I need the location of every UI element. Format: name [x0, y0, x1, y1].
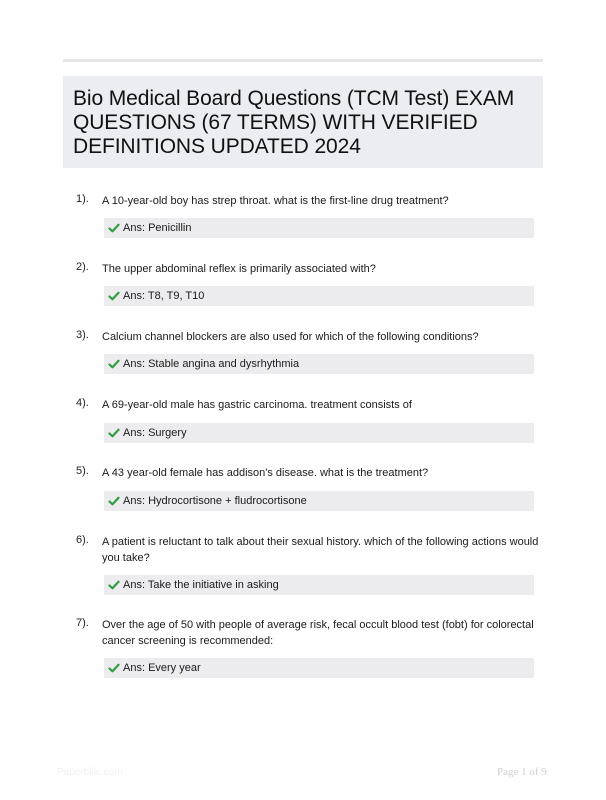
answer-box: [104, 218, 534, 238]
question-line: A patient is reluctant to talk about their sexual history. which of the following actions would: [102, 536, 539, 548]
question-text: [102, 534, 542, 566]
answer-box: [104, 491, 534, 511]
title-line: DEFINITIONS UPDATED 2024: [73, 135, 361, 158]
question-text: [102, 465, 542, 481]
question-number: 4).: [76, 397, 89, 409]
answer-box: [104, 423, 534, 443]
check-icon: [108, 662, 120, 674]
answer-text: Ans: Hydrocortisone + fludrocortisone: [123, 495, 307, 507]
check-icon: [108, 222, 120, 234]
check-icon: [108, 358, 120, 370]
question-number: 2).: [76, 261, 89, 273]
answer-box: [104, 286, 534, 306]
question-text: [102, 397, 542, 413]
question-line: cancer screening is recommended:: [102, 635, 274, 647]
question-text: [102, 617, 542, 649]
document-title: [73, 87, 535, 159]
question-number: 3).: [76, 329, 89, 341]
question-line: Over the age of 50 with people of average risk, fecal occult blood test (fobt) for colorectal: [102, 619, 534, 631]
question-line: you take?: [102, 552, 150, 564]
page-indicator: Page 1 of 9: [497, 766, 547, 778]
question-number: 5).: [76, 465, 89, 477]
question-number: 1).: [76, 193, 89, 205]
question-line: The upper abdominal reflex is primarily associated with?: [102, 263, 376, 275]
question-line: A 10-year-old boy has strep throat. what is the first-line drug treatment?: [102, 195, 449, 207]
check-icon: [108, 290, 120, 302]
title-line: Bio Medical Board Questions (TCM Test) EXAM: [73, 87, 515, 110]
answer-box: [104, 575, 534, 595]
question-number: 7).: [76, 617, 89, 629]
top-divider: [63, 59, 543, 62]
question-number: 6).: [76, 534, 89, 546]
question-text: [102, 329, 542, 345]
check-icon: [108, 495, 120, 507]
answer-text: Ans: T8, T9, T10: [123, 290, 205, 302]
question-line: A 69-year-old male has gastric carcinoma. treatment consists of: [102, 399, 412, 411]
question-text: [102, 193, 542, 209]
answer-text: Ans: Penicillin: [123, 222, 192, 234]
question-line: Calcium channel blockers are also used for which of the following conditions?: [102, 331, 479, 343]
answer-box: [104, 354, 534, 374]
check-icon: [108, 579, 120, 591]
footer-watermark: Paperbliic.com: [57, 767, 123, 778]
question-text: [102, 261, 542, 277]
answer-text: Ans: Stable angina and dysrhythmia: [123, 358, 300, 370]
question-line: A 43 year-old female has addison's disease. what is the treatment?: [102, 467, 429, 479]
answer-box: [104, 658, 534, 678]
answer-text: Ans: Every year: [123, 662, 201, 674]
title-line: QUESTIONS (67 TERMS) WITH VERIFIED: [73, 111, 478, 134]
title-banner: [63, 76, 543, 168]
answer-text: Ans: Take the initiative in asking: [123, 579, 279, 591]
answer-text: Ans: Surgery: [123, 427, 187, 439]
check-icon: [108, 427, 120, 439]
